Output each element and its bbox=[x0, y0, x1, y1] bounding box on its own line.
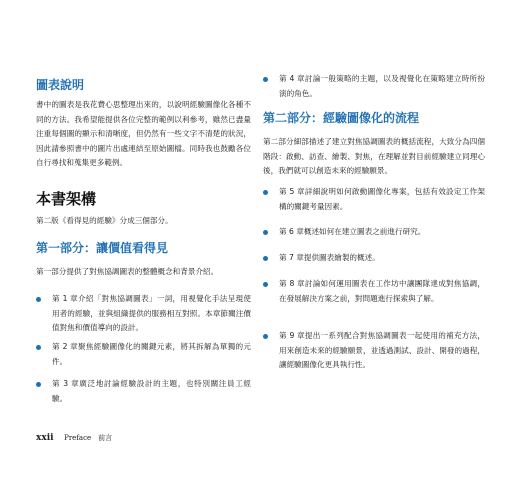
footer-label: Preface 前言 bbox=[64, 434, 113, 442]
bullet-dot bbox=[36, 382, 41, 387]
bullet-text: 第 9 章提出一系列配合對焦協調圖表一起使用的補充方法，用來創造未來的經驗願景，並透過測試、設計、開發的過程，讓經驗圖像化更具執行性。 bbox=[279, 331, 485, 369]
illustration-paragraph: 書中的圖表是我花費心思整理出來的，以說明經驗圖像化各種不同的方法。我希望能提供各位完整的範例以利參考，雖然已盡量注重每個圖的顯示和清晰度，但仍然有一些文字不清楚的狀況，因此請參照書中的圖片出處連結至原始圖檔。同時我也鼓勵各位自行尋找和蒐集更多範例。 bbox=[36, 100, 251, 167]
bullet-dot bbox=[263, 282, 268, 287]
part2-paragraph: 第二部分細部描述了建立對焦協調圖表的概括流程，大致分為四個階段：啟動、訪查、繪製、對焦，在理解並對目前經驗建立同理心後，我們就可以創造未來的經驗願景。 bbox=[263, 137, 485, 175]
bullet-text: 第 8 章討論如何運用圖表在工作坊中讓團隊達成對焦協調，在發展解決方案之前，對問題進行探索與了解。 bbox=[279, 279, 485, 303]
bullet-dot bbox=[263, 256, 268, 261]
bullet-text: 第 1 章介紹「對焦協調圖表」一詞，用視覺化手法呈現使用者的經驗，並與組織提供的服務相互對照。本章節關注價值對焦和價值導向的設計。 bbox=[52, 294, 251, 332]
page-number: xxii bbox=[36, 433, 54, 443]
bullet-text: 第 2 章聚焦經驗圖像化的關鍵元素，將其拆解為單獨的元件。 bbox=[52, 342, 251, 366]
bullet-text: 第 7 章提供圖表繪製的概述。 bbox=[279, 253, 380, 262]
structure-paragraph: 第二版《看得見的經驗》分成三個部分。 bbox=[36, 216, 173, 225]
illustration-heading: 圖表說明 bbox=[36, 78, 85, 92]
bullet-dot bbox=[36, 345, 41, 350]
part2-heading: 第二部分：經驗圖像化的流程 bbox=[263, 111, 420, 125]
bullet-text: 第 4 章討論一般策略的主題，以及視覺化在策略建立時所扮演的角色。 bbox=[279, 74, 485, 98]
bullet-dot bbox=[263, 230, 268, 235]
bullet-text: 第 3 章廣泛地討論經驗設計的主題，也特別關注員工經驗。 bbox=[52, 379, 251, 403]
bullet-text: 第 6 章概述如何在建立圖表之前進行研究。 bbox=[279, 227, 426, 236]
structure-heading: 本書架構 bbox=[36, 190, 97, 208]
page-footer bbox=[36, 433, 112, 443]
bullet-dot bbox=[263, 77, 268, 82]
bullet-text: 第 5 章詳細說明如何啟動圖像化專案，包括有效設定工作架構的關鍵考量因素。 bbox=[279, 187, 485, 211]
part1-paragraph: 第一部分提供了對焦協調圖表的整體概念和背景介紹。 bbox=[36, 267, 219, 276]
bullet-dot bbox=[263, 334, 268, 339]
part1-heading: 第一部分：讓價值看得見 bbox=[36, 241, 169, 255]
bullet-dot bbox=[263, 190, 268, 195]
bullet-dot bbox=[36, 297, 41, 302]
